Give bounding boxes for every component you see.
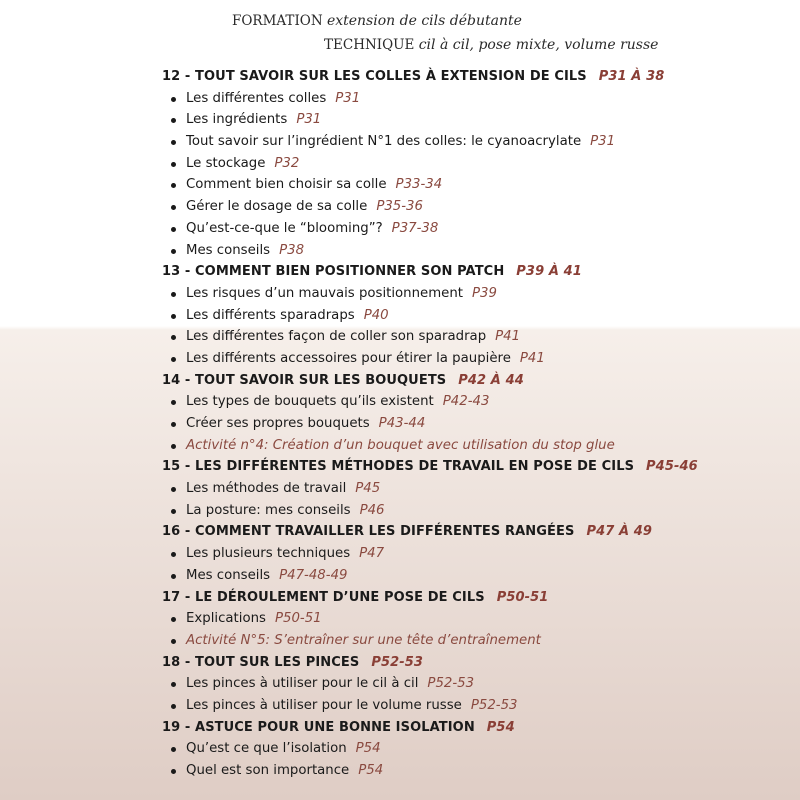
bullet-icon: [171, 118, 176, 123]
section-heading: [162, 66, 782, 88]
item-page: P46: [359, 502, 385, 518]
list-item: [162, 240, 782, 262]
section-title: 18 - TOUT SUR LES PINCES: [162, 654, 360, 670]
item-text: Créer ses propres bouquets: [186, 416, 370, 431]
list-item: [162, 608, 782, 630]
item-text: Les pinces à utiliser pour le volume russe: [186, 697, 462, 713]
page-header: [0, 0, 800, 60]
activity-item: [162, 630, 782, 652]
item-text: Les méthodes de travail: [186, 481, 347, 497]
bullet-icon: [171, 422, 176, 427]
list-item: [162, 174, 782, 196]
item-page: P32: [274, 155, 300, 171]
section-pages: P47 À 49: [586, 524, 653, 540]
list-item: [162, 565, 782, 587]
list-item: [162, 88, 782, 110]
header-technique-label: TECHNIQUE: [324, 37, 415, 53]
bullet-icon: [171, 314, 176, 319]
item-text: Le stockage: [186, 155, 266, 171]
bullet-icon: [171, 162, 176, 167]
section-title: 12 - TOUT SAVOIR SUR LES COLLES À EXTENSION DE CILS: [162, 69, 587, 84]
bullet-icon: [171, 183, 176, 188]
list-item: [162, 326, 782, 348]
item-text: Les plusieurs techniques: [186, 546, 351, 562]
list-item: [162, 196, 782, 218]
item-page: P47-48-49: [279, 567, 348, 583]
bullet-icon: [171, 335, 176, 340]
item-text: Les types de bouquets qu’ils existent: [186, 394, 434, 410]
item-page: P31: [296, 112, 322, 128]
section-title: 19 - ASTUCE POUR UNE BONNE ISOLATION: [162, 719, 475, 735]
item-text: Explications: [186, 611, 266, 627]
item-text: Les différentes façon de coller son sparadrap: [186, 329, 487, 345]
header-technique-title: cil à cil, pose mixte, volume russe: [418, 37, 659, 53]
item-page: P41: [495, 329, 521, 345]
list-item: [162, 738, 782, 760]
bullet-icon: [171, 552, 176, 557]
item-page: P52-53: [427, 676, 475, 692]
item-page: P47: [359, 546, 385, 562]
item-page: P43-44: [378, 416, 426, 431]
list-item: [162, 478, 782, 500]
bullet-icon: [171, 617, 176, 622]
list-item: [162, 543, 782, 565]
bullet-icon: [171, 682, 176, 687]
header-formation-title: extension de cils débutante: [326, 13, 522, 29]
item-page: P31: [590, 134, 616, 150]
section-pages: P39 À 41: [516, 264, 582, 280]
section-heading: [162, 261, 782, 283]
section-title: 13 - COMMENT BIEN POSITIONNER SON PATCH: [162, 264, 505, 280]
item-text: Les différentes colles: [186, 90, 327, 106]
section-pages: P50-51: [496, 589, 549, 605]
section-pages: P31 À 38: [598, 69, 665, 84]
list-item: [162, 348, 782, 370]
list-item: [162, 695, 782, 717]
section-heading: [162, 456, 782, 478]
section-title: 15 - LES DIFFÉRENTES MÉTHODES DE TRAVAIL EN POSE DE CILS: [162, 459, 635, 475]
item-text: Les différents accessoires pour étirer la paupière: [186, 350, 511, 366]
item-page: P54: [358, 763, 384, 778]
item-page: P31: [335, 90, 361, 106]
list-item: [162, 109, 782, 131]
bullet-icon: [171, 400, 176, 405]
list-item: [162, 218, 782, 240]
activity-item: [162, 435, 782, 457]
item-page: P39: [472, 285, 497, 301]
item-text: Qu’est-ce-que le “blooming”?: [186, 220, 383, 236]
bullet-icon: [171, 509, 176, 514]
item-page: P37-38: [391, 220, 439, 236]
bullet-icon: [171, 639, 176, 644]
section-title: 14 - TOUT SAVOIR SUR LES BOUQUETS: [162, 372, 447, 388]
bullet-icon: [171, 574, 176, 579]
bullet-icon: [171, 769, 176, 774]
bullet-icon: [171, 205, 176, 210]
item-page: P40: [363, 307, 389, 323]
item-text: Qu’est ce que l’isolation: [186, 741, 347, 757]
item-page: P52-53: [470, 697, 518, 713]
item-text: Quel est son importance: [186, 763, 350, 778]
item-text: Les ingrédients: [186, 112, 288, 128]
section-title: 16 - COMMENT TRAVAILLER LES DIFFÉRENTES RANGÉES: [162, 524, 575, 540]
header-formation-label: FORMATION: [232, 13, 323, 29]
item-text: Mes conseils: [186, 567, 271, 583]
section-pages: P45-46: [646, 459, 698, 475]
item-page: P54: [355, 741, 381, 757]
item-text: Activité N°5: S’entraîner sur une tête d’entraînement: [186, 632, 541, 648]
bullet-icon: [171, 357, 176, 362]
section-heading: [162, 370, 782, 392]
bullet-icon: [171, 249, 176, 254]
item-page: P38: [279, 242, 305, 258]
bullet-icon: [171, 704, 176, 709]
list-item: [162, 131, 782, 153]
item-text: Comment bien choisir sa colle: [186, 177, 387, 193]
bullet-icon: [171, 444, 176, 449]
list-item: [162, 413, 782, 435]
item-text: La posture: mes conseils: [186, 502, 351, 518]
header-line-formation: [232, 13, 522, 29]
bullet-icon: [171, 227, 176, 232]
item-text: Les risques d’un mauvais positionnement: [186, 285, 463, 301]
item-text: Activité n°4: Création d’un bouquet avec utilisation du stop glue: [186, 437, 615, 453]
item-text: Les pinces à utiliser pour le cil à cil: [186, 676, 419, 692]
item-page: P42-43: [442, 394, 490, 410]
item-text: Mes conseils: [186, 242, 271, 258]
bullet-icon: [171, 292, 176, 297]
section-heading: [162, 521, 782, 543]
section-heading: [162, 587, 782, 609]
item-text: Gérer le dosage de sa colle: [186, 199, 368, 215]
section-heading: [162, 717, 782, 739]
section-pages: P54: [486, 719, 515, 735]
bullet-icon: [171, 97, 176, 102]
list-item: [162, 673, 782, 695]
item-text: Tout savoir sur l’ingrédient N°1 des colles: le cyanoacrylate: [186, 134, 582, 150]
item-page: P50-51: [274, 611, 322, 627]
section-pages: P42 À 44: [458, 372, 524, 388]
item-page: P41: [519, 350, 545, 366]
list-item: [162, 500, 782, 522]
bullet-icon: [171, 747, 176, 752]
item-text: Les différents sparadraps: [186, 307, 355, 323]
table-of-contents: [162, 66, 782, 782]
bullet-icon: [171, 140, 176, 145]
section-heading: [162, 652, 782, 674]
list-item: [162, 305, 782, 327]
list-item: [162, 153, 782, 175]
section-pages: P52-53: [371, 654, 424, 670]
item-page: P33-34: [395, 177, 443, 193]
list-item: [162, 391, 782, 413]
header-line-technique: [324, 37, 658, 53]
item-page: P35-36: [376, 199, 423, 215]
item-page: P45: [355, 481, 381, 497]
list-item: [162, 760, 782, 782]
bullet-icon: [171, 487, 176, 492]
section-title: 17 - LE DÉROULEMENT D’UNE POSE DE CILS: [162, 589, 485, 605]
list-item: [162, 283, 782, 305]
